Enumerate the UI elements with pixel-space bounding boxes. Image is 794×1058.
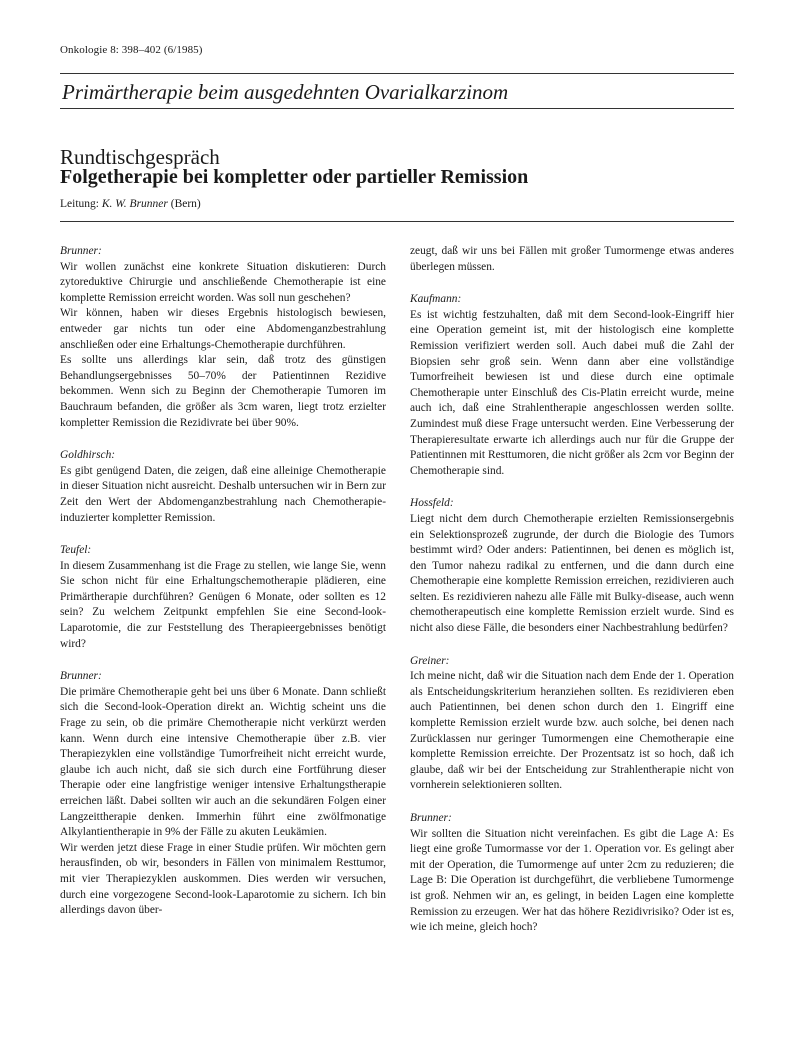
left-column [60, 244, 386, 936]
speaker-name: Greiner: [410, 654, 450, 667]
speaker-name: Brunner: [60, 670, 102, 683]
discussion-block [410, 811, 734, 936]
discussion-block [410, 292, 734, 479]
journal-reference: Onkologie 8: 398–402 (6/1985) [60, 44, 203, 56]
discussion-block [60, 669, 386, 919]
paragraph: Es gibt genügend Daten, die zeigen, daß eine alleinige Chemotherapie in dieser Situation nicht ausreicht. Deshalb untersuchen wir in Bern zur Zeit den Wert der Abdomenganzbestrahlung nach Chemotherapie-induzierter kompletter Remission. [60, 464, 386, 524]
lead-label: Leitung: [60, 198, 99, 210]
paragraph: Ich meine nicht, daß wir die Situation nach dem Ende der 1. Operation als Entscheidungskriterium heranziehen sollten. Es rezidivieren eben auch Patientinnen, bei denen schon durch den 1. Eingriff eine komplette Remission erzielt wurde bzw. auch solche, bei denen nach Zurücklassen nur geringer Tumormengen eine Chemotherapie eine komplette Remission erreichte. Der Prozentsatz ist so hoch, daß ich glaube, daß wir bei der Entscheidung zur Strahlentherapie nicht von vornherein selektionieren sollten. [410, 670, 734, 792]
speaker-name: Brunner: [410, 812, 452, 824]
article-title: Rundtischgespräch [60, 145, 220, 169]
section-rule [60, 108, 734, 109]
discussion-block [60, 448, 386, 526]
paragraph: Die primäre Chemotherapie geht bei uns über 6 Monate. Dann schließt sich die Second-look-Operation direkt an. Wichtig scheint uns die Frage zu sein, ob die primäre Chemotherapie nicht verkürzt werden kann. Wenn durch eine intensive Chemotherapie über z.B. vier Therapiezyklen eine vollständige Tumorfreiheit nicht erreicht wurde, glaube ich auch nicht, daß sie sich durch eine Fortführung dieser Therapie oder eine langfristige weniger intensive Erhaltungstherapie erreichen läßt. Dabei sollten wir auch an die sekundären Folgen einer Langzeittherapie denken. Immerhin führt eine zwölfmonatige Alkylantientherapie in 9% der Fälle zu akuten Leukämien. [60, 685, 386, 839]
discussion-block [410, 654, 734, 794]
speaker-name: Hossfeld: [410, 497, 454, 510]
discussion-block [410, 496, 734, 636]
paragraph: In diesem Zusammenhang ist die Frage zu stellen, wie lange Sie, wenn Sie schon nicht für eine Erhaltungschemotherapie plädieren, eine Primärtherapie durchführen? Genügen 6 Monate, oder sollten es 12 sein? Zu welchem Zeitpunkt empfehlen Sie eine Second-look-Laparotomie, die zur Feststellung des Therapieergebnisses benötigt wird? [60, 559, 386, 650]
paragraph: Wir werden jetzt diese Frage in einer Studie prüfen. Wir möchten gern herausfinden, ob wir, besonders in Fällen von minimalem Resttumor, mit vier Therapiezyklen auskommen. Dies werden wir versuchen, durch eine vorgezogene Second-look-Laparotomie zu sichern. Ich bin allerdings davon über- [60, 841, 386, 917]
header-rule [60, 221, 734, 222]
discussion-block [60, 244, 386, 431]
speaker-name: Kaufmann: [410, 293, 462, 306]
lead-name: K. W. Brunner [101, 198, 168, 210]
discussion-block [410, 244, 734, 275]
paragraph: Wir können, haben wir dieses Ergebnis histologisch bewiesen, entweder gar nichts tun oder eine Abdomenganzbestrahlung anschließen oder eine Erhaltungs-Chemotherapie durchführen. [60, 307, 386, 351]
top-rule [60, 73, 734, 74]
speaker-name: Brunner: [60, 245, 102, 257]
paragraph: Wir sollten die Situation nicht vereinfachen. Es gibt die Lage A: Es liegt eine große Tumormasse vor der 1. Operation vor. Es gelingt aber mit der Operation, die Tumormenge auf unter 2cm zu reduzieren; die Lage B: Die Operation ist durchgeführt, die verbliebene Tumormenge ist groß. Nehmen wir an, es gelingt, in beiden Lagen eine komplette Remission zu erzeugen. Wer hat das höhere Rezidivrisiko? Oder ist es, wie ich meine, gleich hoch? [410, 827, 734, 934]
paragraph: Wir wollen zunächst eine konkrete Situation diskutieren: Durch zytoreduktive Chirurgie und anschließende Chemotherapie ist eine komplette Remission erreicht worden. Was soll nun geschehen? [60, 260, 386, 304]
discussion-block [60, 543, 386, 652]
speaker-name: Teufel: [60, 544, 92, 557]
paragraph: zeugt, daß wir uns bei Fällen mit großer Tumormenge etwas anderes überlegen müssen. [410, 245, 734, 273]
lead-line [60, 198, 201, 210]
article-subtitle: Folgetherapie bei kompletter oder partieller Remission [60, 166, 529, 188]
lead-place: (Bern) [170, 198, 201, 210]
right-column [410, 244, 734, 953]
paragraph: Es sollte uns allerdings klar sein, daß trotz des günstigen Behandlungsergebnisses 50–70% der Patientinnen Rezidive bekommen. Wenn sich zu Beginn der Chemotherapie Tumoren im Bauchraum befanden, die größer als 3cm waren, liegt trotz erzielter kompletter Remission die Rezidivrate bei über 90%. [60, 354, 386, 429]
section-title: Primärtherapie beim ausgedehnten Ovarialkarzinom [62, 80, 509, 104]
paragraph: Es ist wichtig festzuhalten, daß mit dem Second-look-Eingriff hier eine Operation gemeint ist, mit der histologisch eine komplette Remission verifiziert werden soll. Auch dabei muß die Zahl der Biopsien sehr groß sein. Wenn dann aber eine vollständige Tumorfreiheit bewiesen ist und diese durch eine optimale Chemotherapie unter Einschluß des Cis-Platin erreicht wurde, meine auch ich, daß eine Strahlentherapie angeschlossen werden sollte. Zumindest muß diese Frage untersucht werden. Eine Verbesserung der Therapieresultate erwarte ich allerdings auch nur für die Gruppe der Patientinnen mit Resttumoren, die nicht größer als 2cm vor Beginn der Chemotherapie sind. [410, 308, 734, 477]
paragraph: Liegt nicht dem durch Chemotherapie erzielten Remissionsergebnis ein Selektionsprozeß zugrunde, der durch die Biologie des Tumors bestimmt wird? Oder anders: Patientinnen, bei denen es möglich ist, den Tumor nahezu radikal zu entfernen, und die dann durch eine Chemotherapie eine komplette Remission erreichen, rezidivieren auch selten. Es rezidivieren nahezu alle Fälle mit Bulky-disease, auch wenn chemotherapeutisch eine komplette Remission erzielt wurde. Sind es nicht also diese Fälle, die besonders einer Nachbestrahlung bedürfen? [410, 512, 734, 635]
speaker-name: Goldhirsch: [60, 449, 116, 462]
